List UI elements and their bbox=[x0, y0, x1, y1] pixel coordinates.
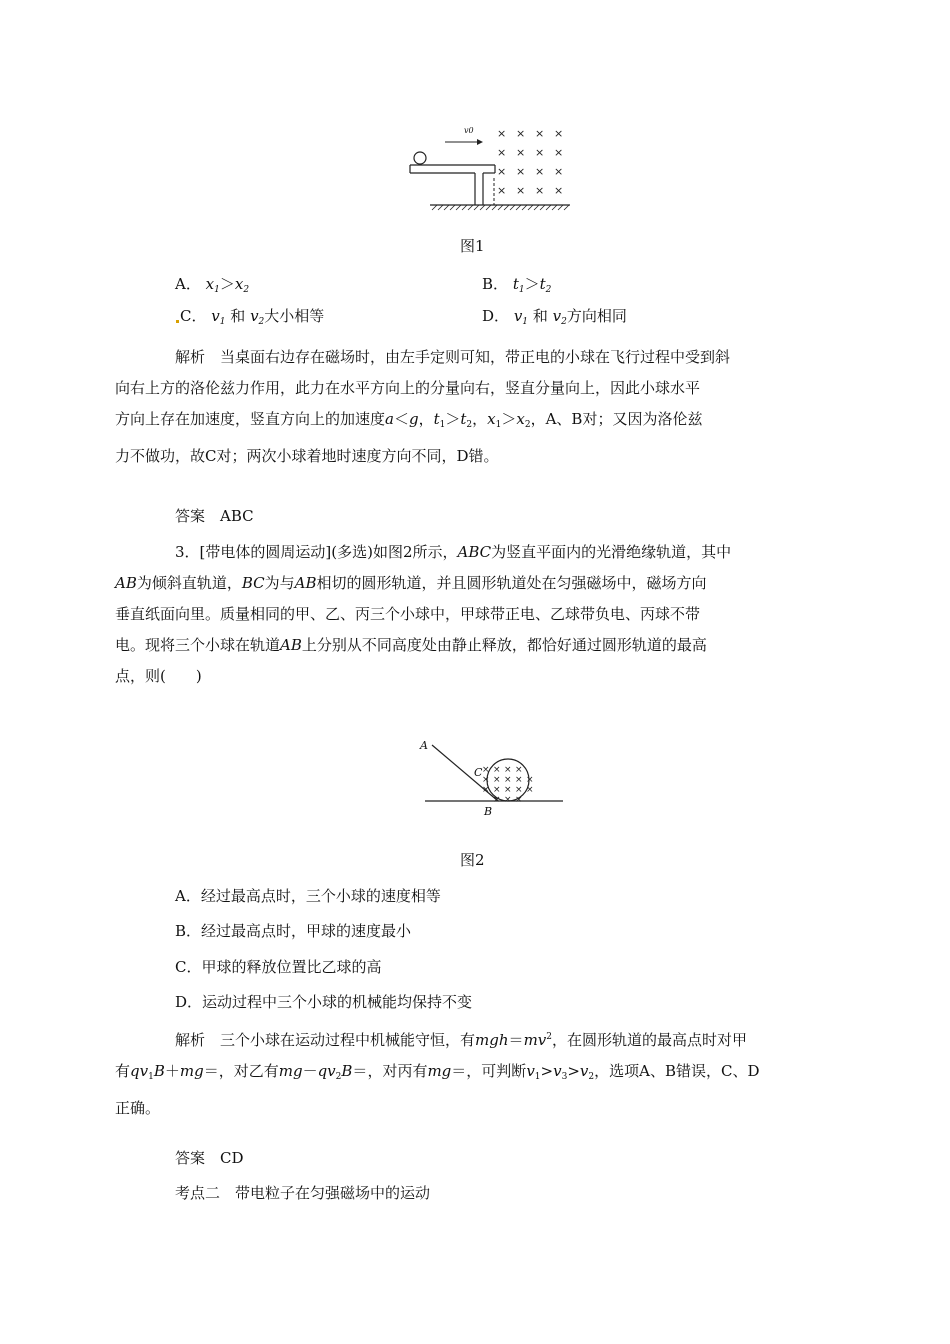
q3-option-b: B．经过最高点时，甲球的速度最小 bbox=[175, 922, 412, 940]
svg-text:×: × bbox=[482, 765, 490, 775]
svg-text:×: × bbox=[554, 146, 564, 159]
svg-text:×: × bbox=[482, 785, 490, 795]
svg-text:×: × bbox=[515, 795, 523, 805]
svg-text:×: × bbox=[504, 765, 512, 775]
figure-1-diagram bbox=[405, 120, 575, 215]
figure-2-caption: 图2 bbox=[460, 851, 485, 869]
svg-text:×: × bbox=[516, 146, 526, 159]
svg-text:×: × bbox=[516, 165, 526, 178]
svg-text:×: × bbox=[535, 184, 545, 197]
svg-text:×: × bbox=[497, 127, 507, 140]
svg-text:×: × bbox=[554, 165, 564, 178]
svg-text:×: × bbox=[504, 775, 512, 785]
svg-text:×: × bbox=[482, 775, 490, 785]
option-1-c: C． $v_1$ 和 $v_2$大小相等 bbox=[175, 305, 324, 327]
svg-text:×: × bbox=[516, 127, 526, 140]
svg-text:×: × bbox=[535, 165, 545, 178]
analysis-1: 解析 当桌面右边存在磁场时，由左手定则可知，带正电的小球在飞行过程中受到斜 向右上方的洛伦兹力作用，此力在水平方向上的分量向右，竖直分量向上，因此小球水平 方向上存在加速度，竖直方向上的加速度a＜g，$t_1>t_2$，$x_1>x_2$，A、B对；又因为洛伦兹 力不做功，故C对；两次小球着地时速度方向不同，D错。 bbox=[115, 348, 731, 465]
svg-text:×: × bbox=[497, 165, 507, 178]
svg-text:×: × bbox=[515, 765, 523, 775]
svg-text:×: × bbox=[516, 184, 526, 197]
svg-text:×: × bbox=[497, 184, 507, 197]
v0-label: v0 bbox=[464, 126, 474, 135]
svg-text:×: × bbox=[535, 127, 545, 140]
svg-text:×: × bbox=[504, 795, 512, 805]
svg-text:×: × bbox=[493, 775, 501, 785]
question-3: 3．[带电体的圆周运动](多选)如图2所示，ABC为竖直平面内的光滑绝缘轨道，其中 AB为倾斜直轨道，BC为与AB相切的圆形轨道，并且圆形轨道处在匀强磁场中，磁场方向 垂直纸面向里。质量相同的甲、乙、丙三个小球中，甲球带正电、乙球带负电、丙球不带 电。现将三个小球在轨道AB上分别从不同高度处由静止释放，都恰好通过圆形轨道的最高 点，则( ) bbox=[115, 543, 732, 685]
q3-option-c: C．甲球的释放位置比乙球的高 bbox=[175, 958, 382, 976]
svg-text:×: × bbox=[493, 795, 501, 805]
svg-text:×: × bbox=[535, 146, 545, 159]
svg-text:×: × bbox=[526, 775, 534, 785]
svg-text:×: × bbox=[504, 785, 512, 795]
answer-1: 答案 ABC bbox=[175, 507, 254, 525]
point-b-label: B bbox=[484, 805, 493, 818]
svg-text:×: × bbox=[515, 785, 523, 795]
figure-1-caption: 图1 bbox=[460, 237, 485, 255]
option-1-a: A． $x_1>x_2$ bbox=[175, 275, 250, 295]
q3-option-a: A．经过最高点时，三个小球的速度相等 bbox=[175, 887, 441, 905]
svg-text:×: × bbox=[493, 765, 501, 775]
svg-text:×: × bbox=[554, 127, 564, 140]
svg-text:×: × bbox=[497, 146, 507, 159]
answer-2: 答案 CD bbox=[175, 1149, 244, 1167]
q3-option-d: D．运动过程中三个小球的机械能均保持不变 bbox=[175, 993, 473, 1011]
point-c-label: C bbox=[474, 766, 483, 779]
svg-text:×: × bbox=[515, 775, 523, 785]
section-heading: 考点二 带电粒子在匀强磁场中的运动 bbox=[175, 1184, 431, 1202]
option-1-d: D． $v_1$ 和 $v_2$方向相同 bbox=[482, 307, 627, 327]
option-1-b: B． $t_1>t_2$ bbox=[482, 275, 552, 295]
point-a-label: A bbox=[420, 739, 428, 752]
svg-text:×: × bbox=[554, 184, 564, 197]
analysis-2: 解析 三个小球在运动过程中机械能守恒，有$mgh=mv^2$，在圆形轨道的最高点时对甲 有$qv_1B+mg=$，对乙有$mg-qv_2B=$，对丙有mg＝，可判断$v_1>v_3>v_2$，选项A、B错误，C、D 正确。 bbox=[115, 1031, 760, 1117]
svg-text:×: × bbox=[493, 785, 501, 795]
svg-text:×: × bbox=[526, 785, 534, 795]
figure-2-diagram bbox=[420, 735, 570, 820]
